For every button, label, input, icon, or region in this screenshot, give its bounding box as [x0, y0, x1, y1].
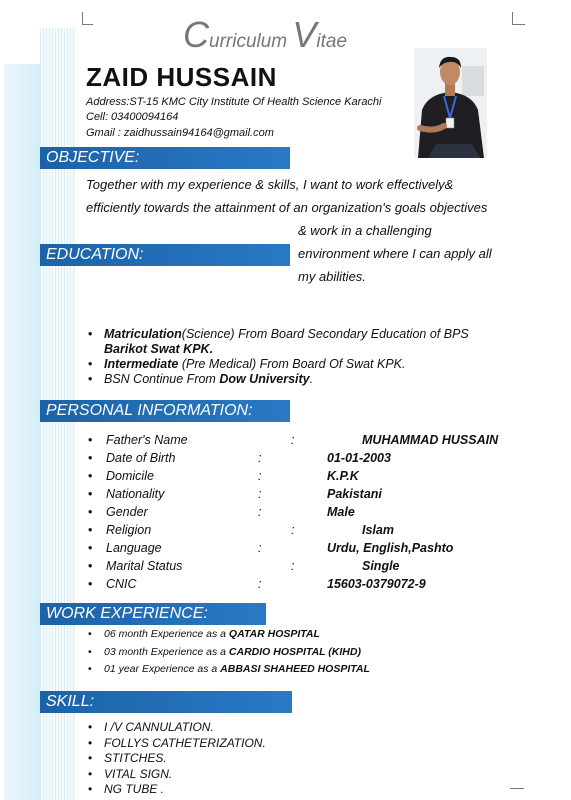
candidate-name: ZAID HUSSAIN — [86, 62, 277, 92]
education-item: • BSN Continue From Dow University. — [86, 372, 469, 387]
address-line: Address:ST-15 KMC City Institute Of Health Science Karachi — [86, 96, 382, 108]
corner-mark-top-left — [82, 12, 93, 25]
work-item: • 06 month Experience as a QATAR HOSPITAL — [86, 626, 370, 644]
work-experience-heading: WORK EXPERIENCE: — [40, 603, 266, 625]
info-label: Date of Birth — [106, 451, 176, 465]
skill-item: • STITCHES. — [86, 751, 266, 767]
decorative-band-outer — [4, 64, 40, 800]
objective-heading: OBJECTIVE: — [40, 147, 290, 169]
education-item: • Matriculation(Science) From Board Secondary Education of BPS Barikot Swat KPK. — [86, 327, 469, 357]
education-list — [86, 327, 469, 387]
email-line: Gmail : zaidhussain94164@gmail.com — [86, 127, 274, 139]
info-label: Gender — [106, 505, 148, 519]
objective-line: efficiently towards the attainment of an organization's goals objectives — [86, 200, 488, 215]
document-title: Curriculum Vitae — [183, 14, 348, 55]
objective-line: & work in a challenging — [298, 223, 432, 238]
info-value: MUHAMMAD HUSSAIN — [362, 433, 499, 447]
info-label: Religion — [106, 523, 152, 537]
info-value: Islam — [362, 523, 394, 537]
skill-heading: SKILL: — [40, 691, 292, 713]
info-label: Nationality — [106, 487, 165, 501]
info-value: Single — [362, 559, 400, 573]
cell-line: Cell: 03400094164 — [86, 111, 179, 123]
info-value: Pakistani — [327, 487, 382, 501]
objective-line: environment where I can apply all — [298, 246, 492, 261]
info-label: CNIC — [106, 577, 137, 591]
education-item: • Intermediate (Pre Medical) From Board Of Swat KPK. — [86, 357, 469, 372]
info-value: K.P.K — [327, 469, 359, 483]
skill-item: • VITAL SIGN. — [86, 767, 266, 783]
corner-mark-top-right — [512, 12, 525, 25]
skill-item: • NG TUBE . — [86, 782, 266, 798]
info-label: Father's Name — [106, 433, 188, 447]
work-list — [86, 626, 370, 679]
skill-item: • I /V CANNULATION. — [86, 720, 266, 736]
corner-mark-bottom-right — [510, 788, 524, 789]
education-heading: EDUCATION: — [40, 244, 290, 266]
info-label: Language — [106, 541, 162, 555]
objective-line: my abilities. — [298, 269, 366, 284]
info-value: 01-01-2003 — [327, 451, 391, 465]
work-item: • 03 month Experience as a CARDIO HOSPITAL (KIHD) — [86, 644, 370, 662]
profile-photo — [414, 48, 487, 158]
work-item: • 01 year Experience as a ABBASI SHAHEED HOSPITAL — [86, 661, 370, 679]
info-label: Domicile — [106, 469, 154, 483]
info-value: Male — [327, 505, 355, 519]
personal-info-heading: PERSONAL INFORMATION: — [40, 400, 290, 422]
objective-line: Together with my experience & skills, I want to work effectively& — [86, 177, 454, 192]
skill-list — [86, 720, 266, 798]
info-label: Marital Status — [106, 559, 183, 573]
info-value: Urdu, English,Pashto — [327, 541, 454, 555]
info-value: 15603-0379072-9 — [327, 577, 426, 591]
skill-item: • FOLLYS CATHETERIZATION. — [86, 736, 266, 752]
